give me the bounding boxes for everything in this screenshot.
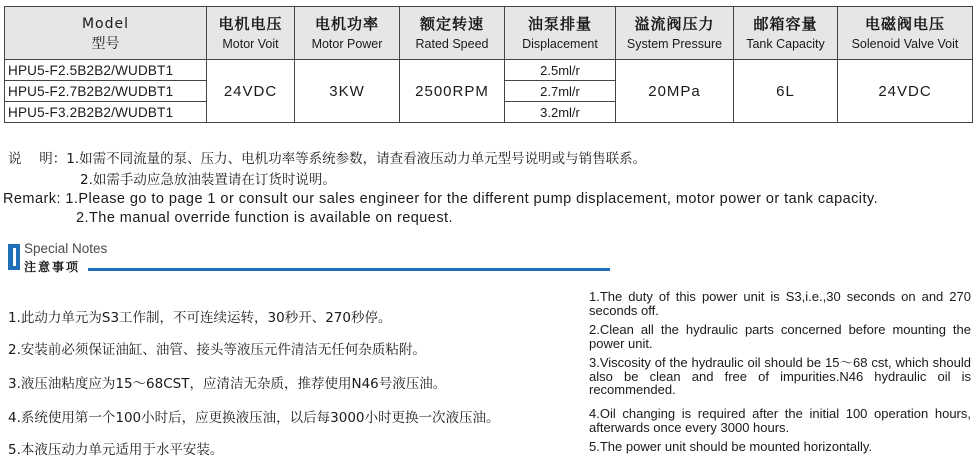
special-note-zh-3: 3.液压油粘度应为15～68CST，应清洁无杂质，推荐使用N46号液压油。: [8, 376, 447, 392]
model-cell: HPU5-F3.2B2B2/WUDBT1: [5, 102, 207, 123]
displacement-cell: 3.2ml/r: [505, 102, 616, 123]
motor-power-cell: 3KW: [295, 60, 400, 123]
section-title-en: Special Notes: [24, 241, 108, 256]
header-displacement-en: Displacement: [522, 37, 598, 51]
motor-voltage-cell: 24VDC: [207, 60, 295, 123]
header-model-en: Model: [81, 16, 130, 32]
header-displacement: [505, 7, 616, 60]
header-valve-voltage-en: Solenoid Valve Voit: [851, 37, 959, 51]
special-note-zh-4: 4.系统使用第一个100小时后，应更换液压油，以后每3000小时更换一次液压油。: [8, 410, 500, 426]
rated-speed-cell: 2500RPM: [400, 60, 505, 123]
header-rated-speed: [400, 7, 505, 60]
header-tank-capacity: [734, 7, 838, 60]
section-marker-icon: [8, 244, 20, 270]
valve-voltage-cell: 24VDC: [838, 60, 973, 123]
section-title-zh: 注意事项: [24, 260, 81, 274]
header-system-pressure: [616, 7, 734, 60]
spec-table: [4, 6, 973, 123]
header-motor-voltage: [207, 7, 295, 60]
special-note-en-4: 4.Oil changing is required after the initial 100 operation hours, afterwards once every 3000 hours.: [589, 406, 971, 435]
special-note-en-1: 1.The duty of this power unit is S3,i.e.,30 seconds on and 270 seconds off.: [589, 289, 971, 318]
table-row: [5, 60, 973, 81]
remark-en-line-1: Remark: 1.Please go to page 1 or consult our sales engineer for the different pump displacement, motor power or tank capacity.: [3, 191, 879, 207]
header-motor-voltage-zh: 电机电压: [218, 15, 283, 33]
special-note-zh-1: 1.此动力单元为S3工作制，不可连续运转，30秒开、270秒停。: [8, 310, 392, 326]
tank-capacity-cell: 6L: [734, 60, 838, 123]
header-system-pressure-zh: 溢流阀压力: [634, 15, 715, 33]
model-cell: HPU5-F2.7B2B2/WUDBT1: [5, 81, 207, 102]
header-system-pressure-en: System Pressure: [626, 37, 723, 51]
special-note-en-3: 3.Viscosity of the hydraulic oil should be 15～68 cst, which should also be clean and free of impurities.N46 hydraulic oil is recommended.: [589, 355, 971, 397]
header-motor-power-en: Motor Power: [311, 37, 383, 51]
header-valve-voltage-zh: 电磁阀电压: [864, 15, 945, 33]
remark-en-line-2: 2.The manual override function is available on request.: [76, 210, 453, 226]
special-note-en-2: 2.Clean all the hydraulic parts concerned before mounting the power unit.: [589, 322, 971, 351]
notes-zh-line-2: 2.如需手动应急放油装置请在订货时说明。: [80, 172, 336, 188]
model-cell: HPU5-F2.5B2B2/WUDBT1: [5, 60, 207, 81]
header-motor-power: [295, 7, 400, 60]
header-tank-capacity-zh: 邮箱容量: [753, 15, 818, 33]
notes-zh-line-1: 说 明：1.如需不同流量的泵、压力、电机功率等系统参数，请查看液压动力单元型号说明或与销售联系。: [8, 151, 647, 167]
header-model: [5, 7, 207, 60]
header-motor-voltage-en: Motor Voit: [222, 37, 279, 51]
system-pressure-cell: 20MPa: [616, 60, 734, 123]
special-note-zh-5: 5.本液压动力单元适用于水平安装。: [8, 442, 224, 458]
displacement-cell: 2.7ml/r: [505, 81, 616, 102]
header-model-zh: 型号: [91, 35, 120, 51]
displacement-cell: 2.5ml/r: [505, 60, 616, 81]
special-note-zh-2: 2.安装前必须保证油缸、油管、接头等液压元件清洁无任何杂质粘附。: [8, 342, 426, 358]
header-motor-power-zh: 电机功率: [314, 15, 379, 33]
header-valve-voltage: [838, 7, 973, 60]
section-divider: [88, 268, 610, 271]
header-rated-speed-en: Rated Speed: [415, 37, 489, 51]
header-displacement-zh: 油泵排量: [527, 15, 592, 33]
table-header-row: [5, 7, 973, 60]
header-tank-capacity-en: Tank Capacity: [746, 37, 825, 51]
special-note-en-5: 5.The power unit should be mounted horizontally.: [589, 439, 873, 454]
header-rated-speed-zh: 额定转速: [419, 15, 484, 33]
